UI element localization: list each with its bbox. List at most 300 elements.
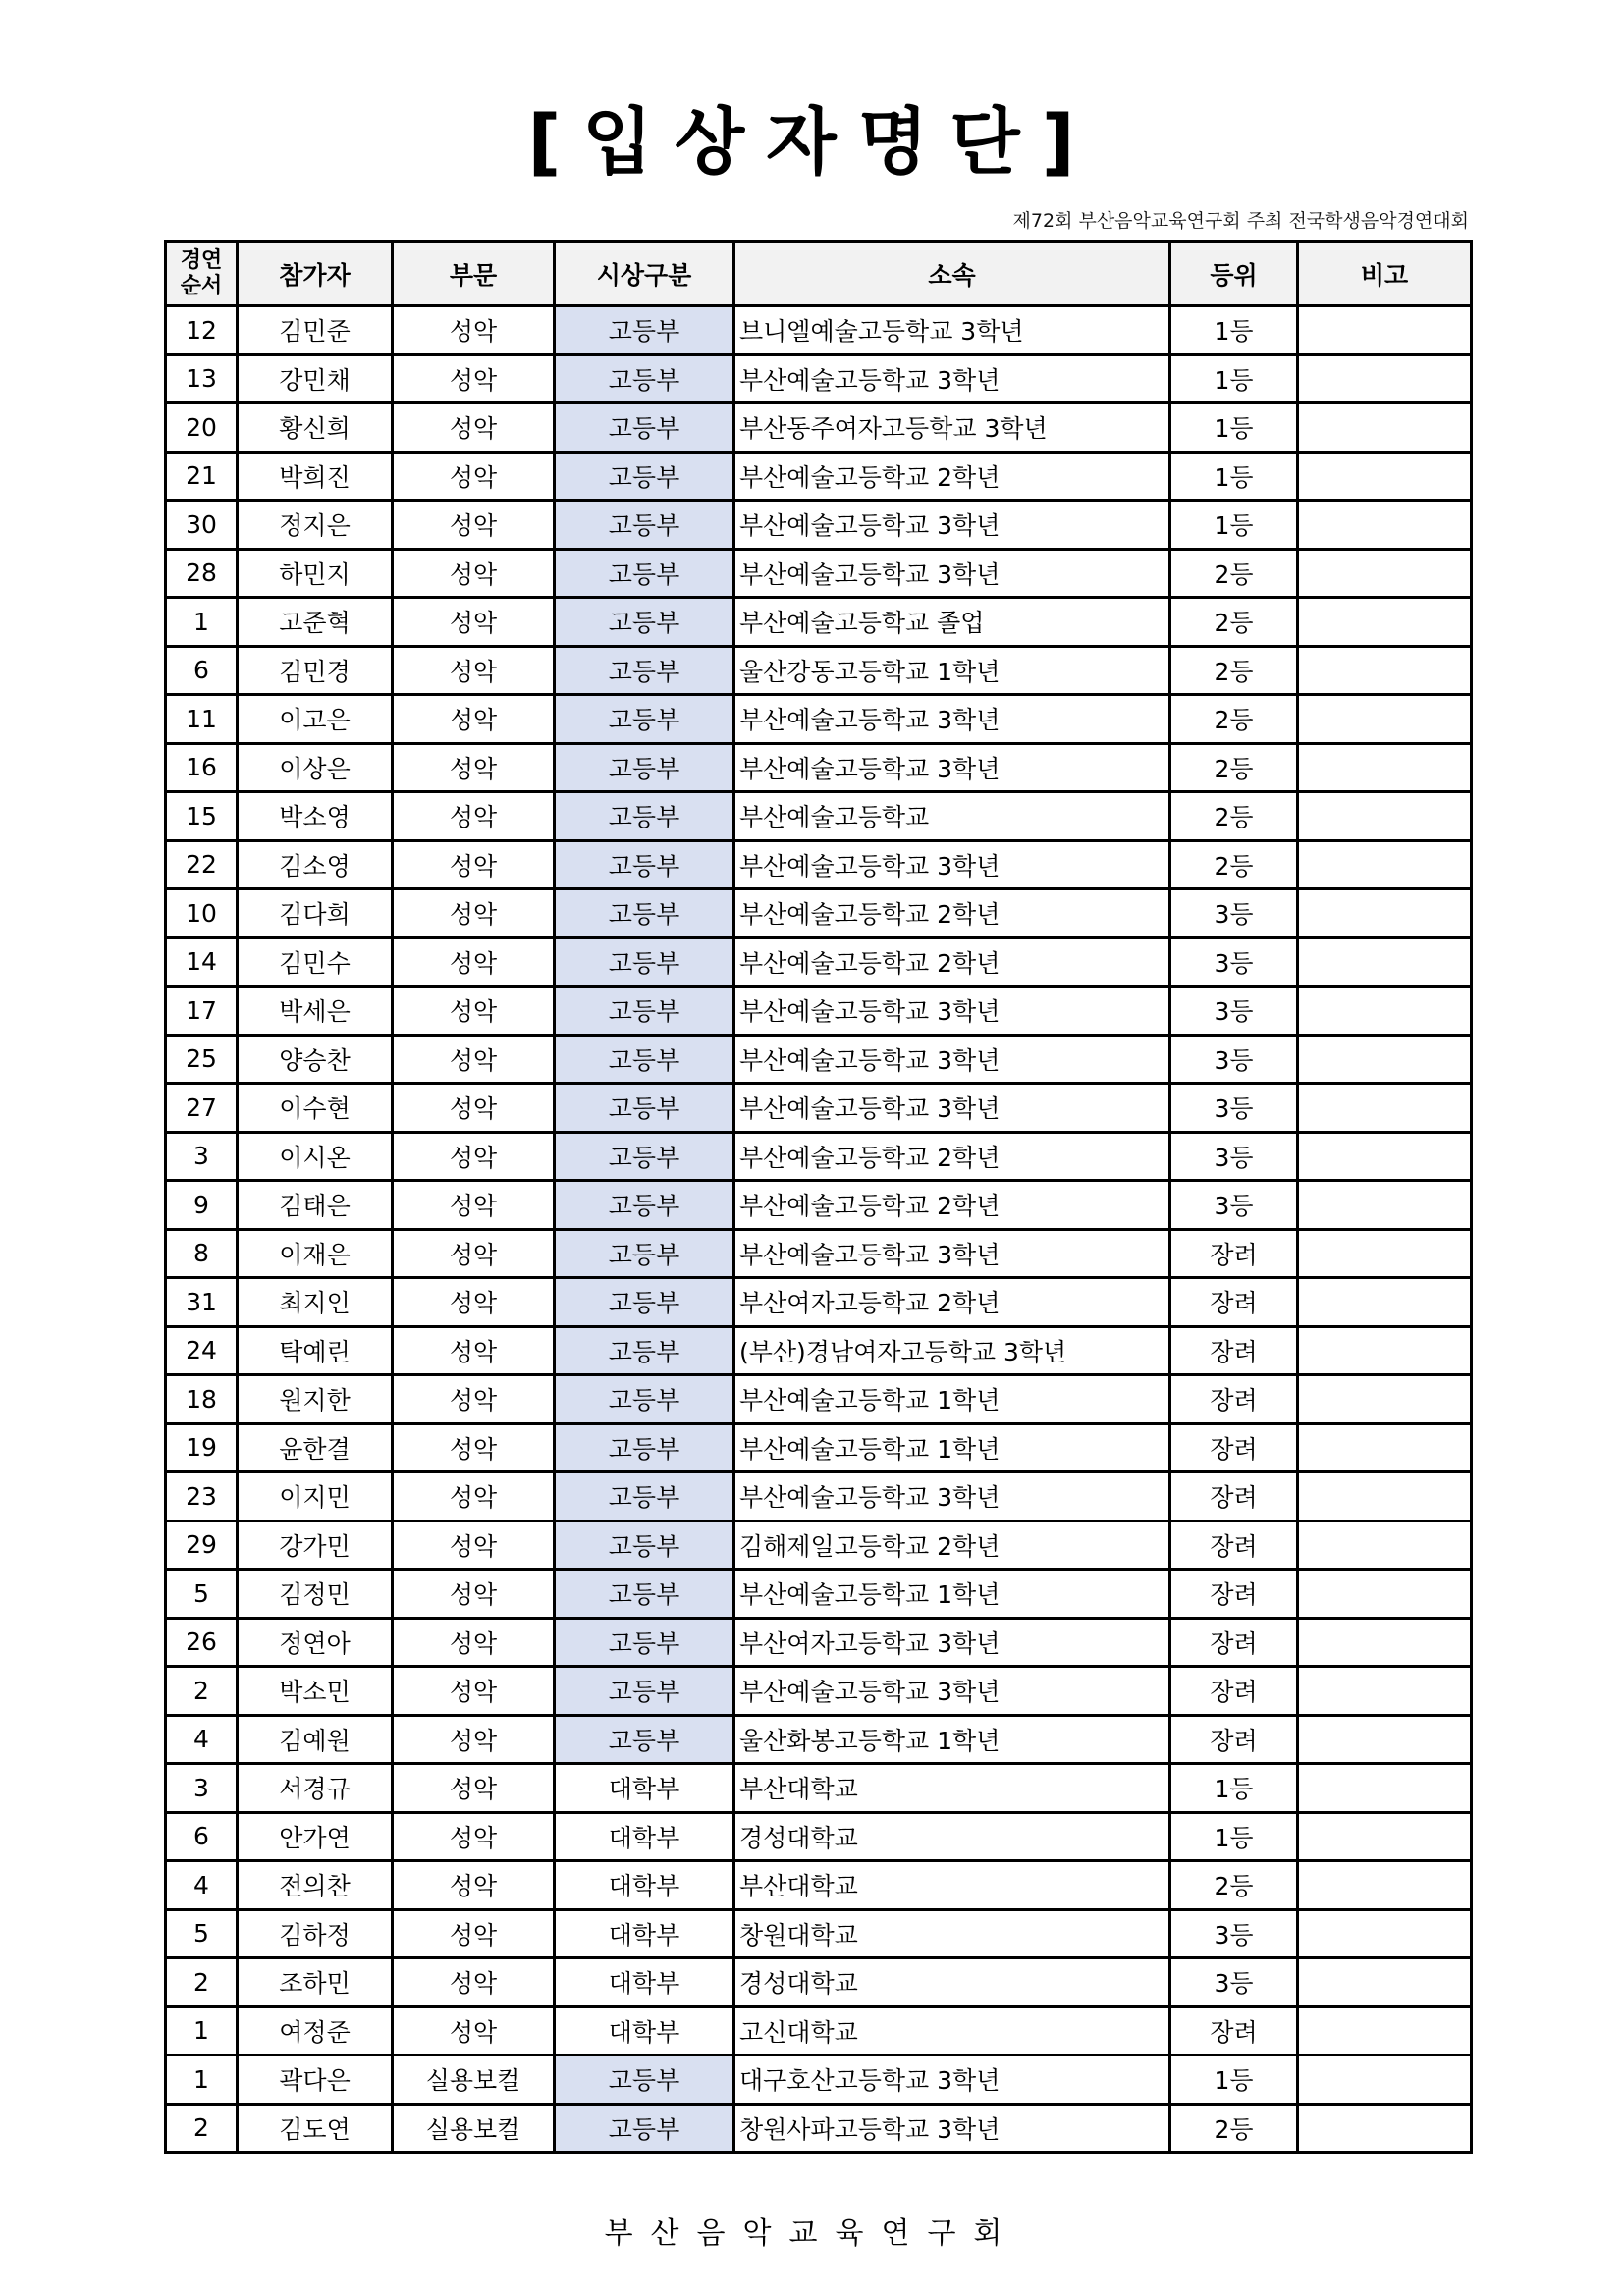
cell-division: 고등부 [555, 2056, 734, 2105]
cell-rank: 장려 [1170, 1375, 1298, 1424]
cell-division: 고등부 [555, 549, 734, 598]
cell-affiliation: 부산예술고등학교 2학년 [734, 937, 1170, 987]
cell-order: 2 [166, 1958, 238, 2007]
cell-affiliation: 대구호산고등학교 3학년 [734, 2056, 1170, 2105]
table-row [166, 840, 1472, 889]
cell-division: 고등부 [555, 1375, 734, 1424]
cell-rank: 장려 [1170, 1618, 1298, 1667]
cell-order: 18 [166, 1375, 238, 1424]
cell-note [1298, 1375, 1472, 1424]
cell-rank: 1등 [1170, 1812, 1298, 1861]
cell-affiliation: 브니엘예술고등학교 3학년 [734, 306, 1170, 355]
table-row [166, 452, 1472, 501]
table-row [166, 1667, 1472, 1716]
cell-category: 성악 [393, 1035, 555, 1084]
cell-participant: 김소영 [238, 840, 393, 889]
cell-note [1298, 1423, 1472, 1472]
table-row [166, 646, 1472, 695]
cell-note [1298, 695, 1472, 744]
cell-category: 성악 [393, 1278, 555, 1327]
winners-table [164, 240, 1473, 2154]
cell-affiliation: 부산예술고등학교 2학년 [734, 889, 1170, 938]
cell-order: 17 [166, 987, 238, 1036]
cell-note [1298, 1812, 1472, 1861]
cell-category: 성악 [393, 598, 555, 647]
table-row [166, 1229, 1472, 1278]
cell-rank: 1등 [1170, 1764, 1298, 1813]
cell-rank: 장려 [1170, 1570, 1298, 1619]
table-row [166, 792, 1472, 841]
cell-affiliation: 부산여자고등학교 3학년 [734, 1618, 1170, 1667]
cell-note [1298, 1181, 1472, 1230]
cell-rank: 장려 [1170, 1326, 1298, 1375]
cell-participant: 박세은 [238, 987, 393, 1036]
cell-affiliation: 부산예술고등학교 3학년 [734, 1229, 1170, 1278]
table-row [166, 403, 1472, 453]
cell-division: 고등부 [555, 452, 734, 501]
cell-division: 고등부 [555, 306, 734, 355]
cell-rank: 장려 [1170, 1229, 1298, 1278]
table-row [166, 1423, 1472, 1472]
cell-participant: 김도연 [238, 2104, 393, 2153]
cell-division: 고등부 [555, 501, 734, 550]
cell-division: 고등부 [555, 1181, 734, 1230]
table-row [166, 1764, 1472, 1813]
cell-participant: 여정준 [238, 2006, 393, 2056]
cell-affiliation: 부산예술고등학교 3학년 [734, 1667, 1170, 1716]
cell-affiliation: 창원대학교 [734, 1909, 1170, 1958]
cell-note [1298, 598, 1472, 647]
cell-rank: 3등 [1170, 1181, 1298, 1230]
header-rank: 등위 [1170, 242, 1298, 306]
cell-division: 고등부 [555, 1035, 734, 1084]
table-row [166, 1570, 1472, 1619]
cell-order: 31 [166, 1278, 238, 1327]
cell-category: 성악 [393, 1764, 555, 1813]
cell-note [1298, 1229, 1472, 1278]
cell-rank: 3등 [1170, 889, 1298, 938]
cell-rank: 2등 [1170, 1861, 1298, 1910]
cell-category: 성악 [393, 1715, 555, 1764]
cell-division: 대학부 [555, 1861, 734, 1910]
cell-order: 6 [166, 1812, 238, 1861]
cell-order: 21 [166, 452, 238, 501]
cell-note [1298, 1084, 1472, 1133]
cell-category: 성악 [393, 1521, 555, 1570]
cell-division: 고등부 [555, 1472, 734, 1522]
cell-participant: 고준혁 [238, 598, 393, 647]
cell-affiliation: 부산예술고등학교 3학년 [734, 1035, 1170, 1084]
cell-category: 성악 [393, 695, 555, 744]
header-participant: 참가자 [238, 242, 393, 306]
cell-division: 고등부 [555, 1326, 734, 1375]
table-row [166, 1035, 1472, 1084]
cell-affiliation: 부산예술고등학교 3학년 [734, 840, 1170, 889]
table-row [166, 937, 1472, 987]
cell-category: 성악 [393, 792, 555, 841]
cell-rank: 2등 [1170, 549, 1298, 598]
cell-rank: 3등 [1170, 1909, 1298, 1958]
cell-participant: 양승찬 [238, 1035, 393, 1084]
cell-participant: 조하민 [238, 1958, 393, 2007]
cell-division: 고등부 [555, 1132, 734, 1181]
table-row [166, 743, 1472, 792]
cell-category: 성악 [393, 2006, 555, 2056]
cell-rank: 3등 [1170, 1958, 1298, 2007]
cell-affiliation: 부산예술고등학교 3학년 [734, 354, 1170, 403]
cell-participant: 김다희 [238, 889, 393, 938]
competition-subtitle: 제72회 부산음악교육연구회 주최 전국학생음악경연대회 [1012, 210, 1469, 232]
cell-category: 성악 [393, 1570, 555, 1619]
cell-affiliation: 부산예술고등학교 3학년 [734, 501, 1170, 550]
cell-affiliation: 부산예술고등학교 3학년 [734, 1084, 1170, 1133]
cell-category: 성악 [393, 1229, 555, 1278]
cell-note [1298, 1278, 1472, 1327]
cell-rank: 장려 [1170, 1521, 1298, 1570]
table-row [166, 1812, 1472, 1861]
cell-affiliation: 부산예술고등학교 2학년 [734, 1132, 1170, 1181]
table-row [166, 598, 1472, 647]
cell-division: 고등부 [555, 2104, 734, 2153]
cell-rank: 2등 [1170, 598, 1298, 647]
cell-division: 고등부 [555, 695, 734, 744]
cell-order: 9 [166, 1181, 238, 1230]
cell-division: 고등부 [555, 403, 734, 453]
cell-order: 2 [166, 1667, 238, 1716]
cell-note [1298, 1909, 1472, 1958]
cell-note [1298, 1715, 1472, 1764]
table-row [166, 2056, 1472, 2105]
cell-category: 성악 [393, 1084, 555, 1133]
table-row [166, 889, 1472, 938]
cell-order: 24 [166, 1326, 238, 1375]
cell-rank: 장려 [1170, 1472, 1298, 1522]
table-row [166, 987, 1472, 1036]
cell-division: 고등부 [555, 646, 734, 695]
cell-category: 성악 [393, 987, 555, 1036]
cell-note [1298, 452, 1472, 501]
cell-participant: 하민지 [238, 549, 393, 598]
header-order [166, 242, 238, 306]
cell-category: 성악 [393, 1423, 555, 1472]
cell-rank: 장려 [1170, 2006, 1298, 2056]
cell-note [1298, 987, 1472, 1036]
cell-affiliation: 창원사파고등학교 3학년 [734, 2104, 1170, 2153]
cell-category: 성악 [393, 1812, 555, 1861]
cell-category: 성악 [393, 1181, 555, 1230]
cell-division: 고등부 [555, 598, 734, 647]
cell-order: 5 [166, 1909, 238, 1958]
cell-rank: 1등 [1170, 2056, 1298, 2105]
cell-affiliation: 경성대학교 [734, 1958, 1170, 2007]
cell-participant: 서경규 [238, 1764, 393, 1813]
cell-note [1298, 792, 1472, 841]
cell-order: 11 [166, 695, 238, 744]
cell-participant: 강가민 [238, 1521, 393, 1570]
cell-affiliation: 부산예술고등학교 1학년 [734, 1375, 1170, 1424]
cell-participant: 정연아 [238, 1618, 393, 1667]
cell-note [1298, 1861, 1472, 1910]
cell-note [1298, 1472, 1472, 1522]
cell-rank: 2등 [1170, 792, 1298, 841]
cell-rank: 2등 [1170, 743, 1298, 792]
organization-footer: 부산음악교육연구회 [604, 2216, 1020, 2251]
table-row [166, 1715, 1472, 1764]
cell-affiliation: 부산예술고등학교 3학년 [734, 695, 1170, 744]
table-row [166, 1521, 1472, 1570]
cell-note [1298, 1326, 1472, 1375]
cell-affiliation: 부산예술고등학교 2학년 [734, 452, 1170, 501]
cell-category: 성악 [393, 743, 555, 792]
cell-participant: 이수현 [238, 1084, 393, 1133]
table-row [166, 1326, 1472, 1375]
table-body [166, 306, 1472, 2153]
cell-participant: 이재은 [238, 1229, 393, 1278]
cell-division: 고등부 [555, 1229, 734, 1278]
cell-rank: 3등 [1170, 1132, 1298, 1181]
header-note: 비고 [1298, 242, 1472, 306]
cell-note [1298, 2056, 1472, 2105]
cell-participant: 김태은 [238, 1181, 393, 1230]
cell-note [1298, 840, 1472, 889]
cell-category: 성악 [393, 1667, 555, 1716]
cell-participant: 최지인 [238, 1278, 393, 1327]
cell-note [1298, 1521, 1472, 1570]
cell-division: 고등부 [555, 1278, 734, 1327]
cell-division: 고등부 [555, 1423, 734, 1472]
cell-category: 성악 [393, 1861, 555, 1910]
cell-order: 6 [166, 646, 238, 695]
cell-affiliation: (부산)경남여자고등학교 3학년 [734, 1326, 1170, 1375]
cell-division: 고등부 [555, 1618, 734, 1667]
cell-division: 고등부 [555, 1521, 734, 1570]
cell-order: 1 [166, 2006, 238, 2056]
cell-order: 5 [166, 1570, 238, 1619]
cell-category: 성악 [393, 937, 555, 987]
cell-order: 3 [166, 1132, 238, 1181]
cell-category: 성악 [393, 1472, 555, 1522]
table-row [166, 2006, 1472, 2056]
cell-affiliation: 울산강동고등학교 1학년 [734, 646, 1170, 695]
cell-participant: 정지은 [238, 501, 393, 550]
cell-affiliation: 고신대학교 [734, 2006, 1170, 2056]
cell-division: 고등부 [555, 987, 734, 1036]
table-row [166, 1909, 1472, 1958]
cell-order: 4 [166, 1861, 238, 1910]
cell-note [1298, 403, 1472, 453]
cell-note [1298, 2006, 1472, 2056]
cell-order: 3 [166, 1764, 238, 1813]
cell-division: 고등부 [555, 1667, 734, 1716]
cell-note [1298, 2104, 1472, 2153]
cell-note [1298, 1570, 1472, 1619]
cell-category: 성악 [393, 840, 555, 889]
cell-affiliation: 부산대학교 [734, 1861, 1170, 1910]
cell-category: 성악 [393, 549, 555, 598]
cell-affiliation: 부산예술고등학교 졸업 [734, 598, 1170, 647]
cell-note [1298, 306, 1472, 355]
cell-division: 대학부 [555, 1812, 734, 1861]
table-row [166, 1181, 1472, 1230]
cell-category: 성악 [393, 306, 555, 355]
cell-note [1298, 646, 1472, 695]
cell-affiliation: 부산예술고등학교 1학년 [734, 1423, 1170, 1472]
cell-category: 성악 [393, 403, 555, 453]
cell-order: 1 [166, 598, 238, 647]
cell-note [1298, 1618, 1472, 1667]
cell-order: 15 [166, 792, 238, 841]
header-order-line1: 경연 [180, 247, 223, 273]
cell-participant: 김민수 [238, 937, 393, 987]
cell-rank: 1등 [1170, 306, 1298, 355]
cell-participant: 이시온 [238, 1132, 393, 1181]
cell-order: 22 [166, 840, 238, 889]
cell-affiliation: 경성대학교 [734, 1812, 1170, 1861]
cell-order: 28 [166, 549, 238, 598]
cell-participant: 강민채 [238, 354, 393, 403]
cell-division: 고등부 [555, 792, 734, 841]
cell-division: 고등부 [555, 889, 734, 938]
table-row [166, 306, 1472, 355]
cell-affiliation: 김해제일고등학교 2학년 [734, 1521, 1170, 1570]
page-title: [입상자명단] [527, 100, 1097, 185]
cell-category: 성악 [393, 1958, 555, 2007]
cell-division: 고등부 [555, 354, 734, 403]
cell-order: 26 [166, 1618, 238, 1667]
cell-order: 30 [166, 501, 238, 550]
cell-participant: 박소영 [238, 792, 393, 841]
cell-participant: 김하정 [238, 1909, 393, 1958]
cell-category: 성악 [393, 354, 555, 403]
cell-note [1298, 1667, 1472, 1716]
cell-category: 성악 [393, 1132, 555, 1181]
cell-category: 성악 [393, 452, 555, 501]
table-row [166, 1472, 1472, 1522]
cell-category: 성악 [393, 889, 555, 938]
cell-order: 2 [166, 2104, 238, 2153]
header-affiliation: 소속 [734, 242, 1170, 306]
cell-order: 23 [166, 1472, 238, 1522]
cell-note [1298, 549, 1472, 598]
table-header-row [166, 242, 1472, 306]
cell-note [1298, 1958, 1472, 2007]
table-row [166, 2104, 1472, 2153]
cell-rank: 2등 [1170, 840, 1298, 889]
cell-participant: 원지한 [238, 1375, 393, 1424]
cell-order: 16 [166, 743, 238, 792]
cell-participant: 박소민 [238, 1667, 393, 1716]
cell-note [1298, 937, 1472, 987]
cell-division: 대학부 [555, 1909, 734, 1958]
cell-affiliation: 부산동주여자고등학교 3학년 [734, 403, 1170, 453]
cell-participant: 김예원 [238, 1715, 393, 1764]
table-row [166, 695, 1472, 744]
cell-rank: 2등 [1170, 646, 1298, 695]
table-row [166, 354, 1472, 403]
cell-affiliation: 울산화봉고등학교 1학년 [734, 1715, 1170, 1764]
cell-rank: 1등 [1170, 354, 1298, 403]
cell-affiliation: 부산예술고등학교 3학년 [734, 549, 1170, 598]
cell-affiliation: 부산대학교 [734, 1764, 1170, 1813]
table-row [166, 1278, 1472, 1327]
cell-participant: 황신희 [238, 403, 393, 453]
cell-affiliation: 부산여자고등학교 2학년 [734, 1278, 1170, 1327]
table-row [166, 1861, 1472, 1910]
cell-order: 1 [166, 2056, 238, 2105]
cell-order: 14 [166, 937, 238, 987]
table-row [166, 1618, 1472, 1667]
header-category: 부문 [393, 242, 555, 306]
cell-order: 29 [166, 1521, 238, 1570]
cell-participant: 전의찬 [238, 1861, 393, 1910]
cell-division: 고등부 [555, 937, 734, 987]
header-order-line2: 순서 [180, 274, 223, 298]
cell-category: 성악 [393, 1909, 555, 1958]
cell-participant: 윤한결 [238, 1423, 393, 1472]
cell-order: 8 [166, 1229, 238, 1278]
cell-category: 성악 [393, 1375, 555, 1424]
cell-division: 고등부 [555, 743, 734, 792]
table-row [166, 549, 1472, 598]
table-row [166, 1132, 1472, 1181]
cell-category: 실용보컬 [393, 2056, 555, 2105]
cell-division: 대학부 [555, 2006, 734, 2056]
cell-affiliation: 부산예술고등학교 3학년 [734, 987, 1170, 1036]
cell-order: 12 [166, 306, 238, 355]
cell-rank: 1등 [1170, 452, 1298, 501]
cell-note [1298, 1764, 1472, 1813]
cell-note [1298, 354, 1472, 403]
cell-participant: 이상은 [238, 743, 393, 792]
cell-rank: 장려 [1170, 1423, 1298, 1472]
cell-rank: 장려 [1170, 1667, 1298, 1716]
cell-note [1298, 889, 1472, 938]
cell-affiliation: 부산예술고등학교 [734, 792, 1170, 841]
table-row [166, 1375, 1472, 1424]
cell-order: 4 [166, 1715, 238, 1764]
cell-order: 20 [166, 403, 238, 453]
cell-participant: 이지민 [238, 1472, 393, 1522]
table-row [166, 501, 1472, 550]
header-division: 시상구분 [555, 242, 734, 306]
cell-participant: 김정민 [238, 1570, 393, 1619]
cell-participant: 김민준 [238, 306, 393, 355]
cell-note [1298, 1132, 1472, 1181]
cell-order: 19 [166, 1423, 238, 1472]
cell-rank: 3등 [1170, 937, 1298, 987]
cell-participant: 안가연 [238, 1812, 393, 1861]
cell-rank: 1등 [1170, 403, 1298, 453]
cell-affiliation: 부산예술고등학교 1학년 [734, 1570, 1170, 1619]
cell-category: 성악 [393, 1618, 555, 1667]
table-row [166, 1084, 1472, 1133]
cell-order: 13 [166, 354, 238, 403]
cell-order: 27 [166, 1084, 238, 1133]
cell-order: 10 [166, 889, 238, 938]
cell-category: 성악 [393, 1326, 555, 1375]
cell-affiliation: 부산예술고등학교 2학년 [734, 1181, 1170, 1230]
cell-affiliation: 부산예술고등학교 3학년 [734, 743, 1170, 792]
cell-order: 25 [166, 1035, 238, 1084]
cell-rank: 장려 [1170, 1715, 1298, 1764]
cell-note [1298, 501, 1472, 550]
cell-division: 고등부 [555, 1570, 734, 1619]
cell-rank: 3등 [1170, 1035, 1298, 1084]
cell-division: 고등부 [555, 1084, 734, 1133]
cell-division: 대학부 [555, 1958, 734, 2007]
cell-division: 고등부 [555, 1715, 734, 1764]
cell-rank: 2등 [1170, 695, 1298, 744]
